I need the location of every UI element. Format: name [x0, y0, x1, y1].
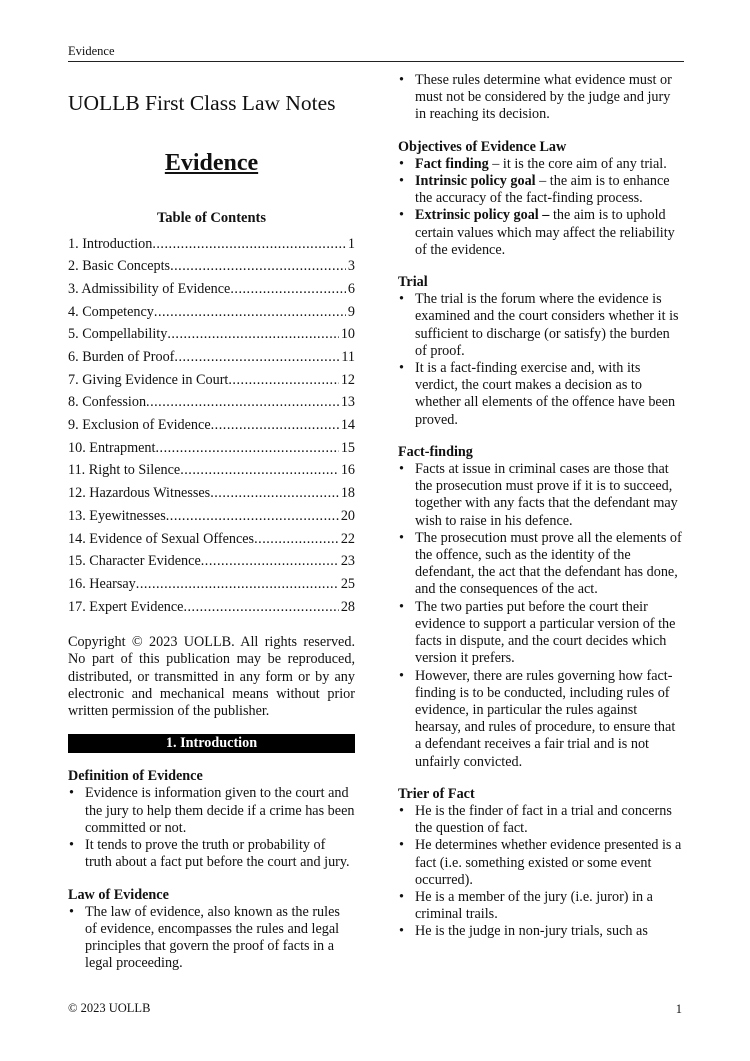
law-of-evidence-list: [68, 904, 355, 973]
toc-entry-page: 13: [340, 394, 355, 411]
page-number: 1: [675, 1002, 682, 1016]
toc-entry-title: 1. Introduction: [68, 235, 153, 252]
toc-entry[interactable]: [68, 278, 355, 301]
list-item: • It tends to prove the truth or probability of truth about a fact put before the court and jury.: [68, 837, 355, 871]
toc-entry-title: 9. Exclusion of Evidence: [68, 417, 211, 434]
list-item: • These rules determine what evidence must or must not be considered by the judge and jury in reaching its decision.: [398, 72, 683, 124]
toc-entry-title: 8. Confession: [68, 394, 147, 411]
left-column: [68, 72, 355, 973]
toc-entry-title: 14. Evidence of Sexual Offences: [68, 530, 255, 547]
toc-entry-page: 1: [347, 235, 355, 252]
term-label: Fact finding: [415, 155, 489, 172]
toc-entry-page: 18: [340, 485, 355, 502]
list-item: • However, there are rules governing how fact-finding is to be conducted, including rules of evidence, in particular the rules against hearsay, and rules of procedure, to ensure that a defendant receives a fair trial and is not unfairly convicted.: [398, 668, 683, 771]
list-item: • He is the finder of fact in a trial and concerns the question of fact.: [398, 803, 683, 837]
toc-entry[interactable]: [68, 528, 355, 551]
toc-entry-page: 6: [347, 280, 355, 297]
list-item: • The two parties put before the court their evidence to support a particular version of the facts in dispute, and the court decides which version it prefers.: [398, 599, 683, 668]
toc-leader-dots: [183, 596, 338, 619]
term-label: Intrinsic policy goal: [415, 173, 536, 190]
toc-entry-page: 15: [340, 439, 355, 456]
toc-entry-title: 7. Giving Evidence in Court: [68, 371, 229, 388]
trier-of-fact-heading: Trier of Fact: [398, 785, 475, 802]
right-column: [398, 72, 683, 941]
toc-entry-page: 14: [340, 417, 355, 434]
definition-heading: Definition of Evidence: [68, 768, 203, 785]
copyright-notice: Copyright © 2023 UOLLB. All rights reserved. No part of this publication may be reproduced, distributed, or transmitted in any form or by any electronic and mechanical means without prior written permission of the publisher.: [68, 634, 355, 720]
toc-leader-dots: [180, 459, 339, 482]
toc-heading: Table of Contents: [156, 209, 267, 226]
toc-entry-page: 28: [340, 598, 355, 615]
list-item: • He is the judge in non-jury trials, such as: [398, 923, 683, 940]
toc-entry-title: 12. Hazardous Witnesses: [68, 485, 211, 502]
toc-entry[interactable]: [68, 550, 355, 573]
trial-list: [398, 291, 683, 429]
toc-entry[interactable]: [68, 255, 355, 278]
book-title: UOLLB First Class Law Notes: [68, 91, 336, 115]
list-item: • The trial is the forum where the evidence is examined and the court considers whether it is sufficient to discharge (or satisfy) the burden of proof.: [398, 291, 683, 360]
toc-entry-page: 25: [340, 575, 355, 592]
list-item: [398, 207, 683, 259]
term-label: Extrinsic policy goal –: [415, 207, 550, 224]
toc-entry-title: 17. Expert Evidence: [68, 598, 184, 615]
toc-leader-dots: [228, 369, 338, 392]
toc-leader-dots: [230, 278, 346, 301]
list-item: • The prosecution must prove all the elements of the offence, such as the identity of the defendant, the act that the defendant has done, and the consequences of the act.: [398, 530, 683, 599]
toc-entry[interactable]: [68, 482, 355, 505]
toc-entry[interactable]: [68, 505, 355, 528]
toc-leader-dots: [174, 346, 339, 369]
law-of-evidence-list-continued: [398, 72, 683, 124]
list-item: [398, 173, 683, 207]
toc-entry-title: 15. Character Evidence: [68, 553, 201, 570]
toc-entry[interactable]: [68, 301, 355, 324]
term-text: – it is the core aim of any trial.: [488, 155, 667, 172]
fact-finding-list: [398, 461, 683, 771]
toc-entry-title: 13. Eyewitnesses: [68, 507, 166, 524]
toc-entry-title: 4. Competency: [68, 303, 154, 320]
toc-leader-dots: [254, 528, 339, 551]
section-banner: 1. Introduction: [68, 734, 355, 753]
definition-list: [68, 785, 355, 871]
toc-entry[interactable]: [68, 233, 355, 256]
toc-leader-dots: [201, 550, 339, 573]
toc-leader-dots: [152, 233, 346, 256]
header-rule: [68, 61, 684, 62]
toc-leader-dots: [211, 414, 339, 437]
fact-finding-heading: Fact-finding: [398, 443, 473, 460]
toc-entry-page: 12: [340, 371, 355, 388]
list-item: • Facts at issue in criminal cases are those that the prosecution must prove if it is to succeed, together with any facts that the defendant may wish to raise in his defence.: [398, 461, 683, 530]
toc-entry-title: 6. Burden of Proof: [68, 349, 175, 366]
toc-entry-title: 3. Admissibility of Evidence: [68, 280, 231, 297]
toc-entry[interactable]: [68, 437, 355, 460]
list-item: • It is a fact-finding exercise and, with its verdict, the court makes a decision as to whether all elements of the offence have been proved.: [398, 360, 683, 429]
toc-entry-page: 22: [340, 530, 355, 547]
table-of-contents: [68, 233, 355, 619]
toc-entry-page: 16: [340, 462, 355, 479]
toc-leader-dots: [166, 505, 339, 528]
toc-entry-page: 20: [340, 507, 355, 524]
toc-entry[interactable]: [68, 391, 355, 414]
toc-leader-dots: [146, 391, 339, 414]
law-of-evidence-heading: Law of Evidence: [68, 886, 169, 903]
list-item: • Evidence is information given to the court and the jury to help them decide if a crime has been committed or not.: [68, 785, 355, 837]
toc-entry[interactable]: [68, 323, 355, 346]
toc-entry-title: 11. Right to Silence: [68, 462, 181, 479]
toc-leader-dots: [155, 437, 338, 460]
toc-entry-page: 23: [340, 553, 355, 570]
toc-entry-title: 10. Entrapment: [68, 439, 156, 456]
toc-leader-dots: [170, 255, 346, 278]
toc-leader-dots: [210, 482, 339, 505]
term-text: – the aim is to enhance the accuracy of the fact-finding process.: [415, 173, 670, 207]
toc-entry-title: 16. Hearsay: [68, 575, 136, 592]
objectives-list: [398, 156, 683, 259]
running-header: Evidence: [68, 44, 115, 58]
toc-entry-page: 11: [341, 349, 355, 366]
document-title: Evidence: [164, 149, 259, 176]
trier-of-fact-list: [398, 803, 683, 941]
toc-entry[interactable]: [68, 596, 355, 619]
toc-leader-dots: [167, 323, 339, 346]
toc-leader-dots: [154, 301, 346, 324]
term-text: the aim is to uphold certain values which may affect the reliability of the evidence.: [415, 207, 675, 258]
toc-entry[interactable]: [68, 369, 355, 392]
toc-entry[interactable]: [68, 459, 355, 482]
footer-copyright: © 2023 UOLLB: [68, 1001, 151, 1015]
toc-leader-dots: [136, 573, 339, 596]
toc-entry-title: 5. Compellability: [68, 326, 168, 343]
toc-entry-page: 3: [347, 258, 355, 275]
list-item: • The law of evidence, also known as the rules of evidence, encompasses the rules and legal principles that govern the proof of facts in a legal proceeding.: [68, 904, 355, 973]
toc-entry[interactable]: [68, 414, 355, 437]
trial-heading: Trial: [398, 274, 428, 291]
list-item: • He is a member of the jury (i.e. juror) in a criminal trails.: [398, 889, 683, 923]
toc-entry[interactable]: [68, 573, 355, 596]
toc-entry-title: 2. Basic Concepts: [68, 258, 171, 275]
toc-entry[interactable]: [68, 346, 355, 369]
objectives-heading: Objectives of Evidence Law: [398, 138, 567, 155]
list-item: [398, 156, 683, 173]
toc-entry-page: 9: [347, 303, 355, 320]
toc-entry-page: 10: [340, 326, 355, 343]
list-item: • He determines whether evidence presented is a fact (i.e. something existed or some event occurred).: [398, 837, 683, 889]
